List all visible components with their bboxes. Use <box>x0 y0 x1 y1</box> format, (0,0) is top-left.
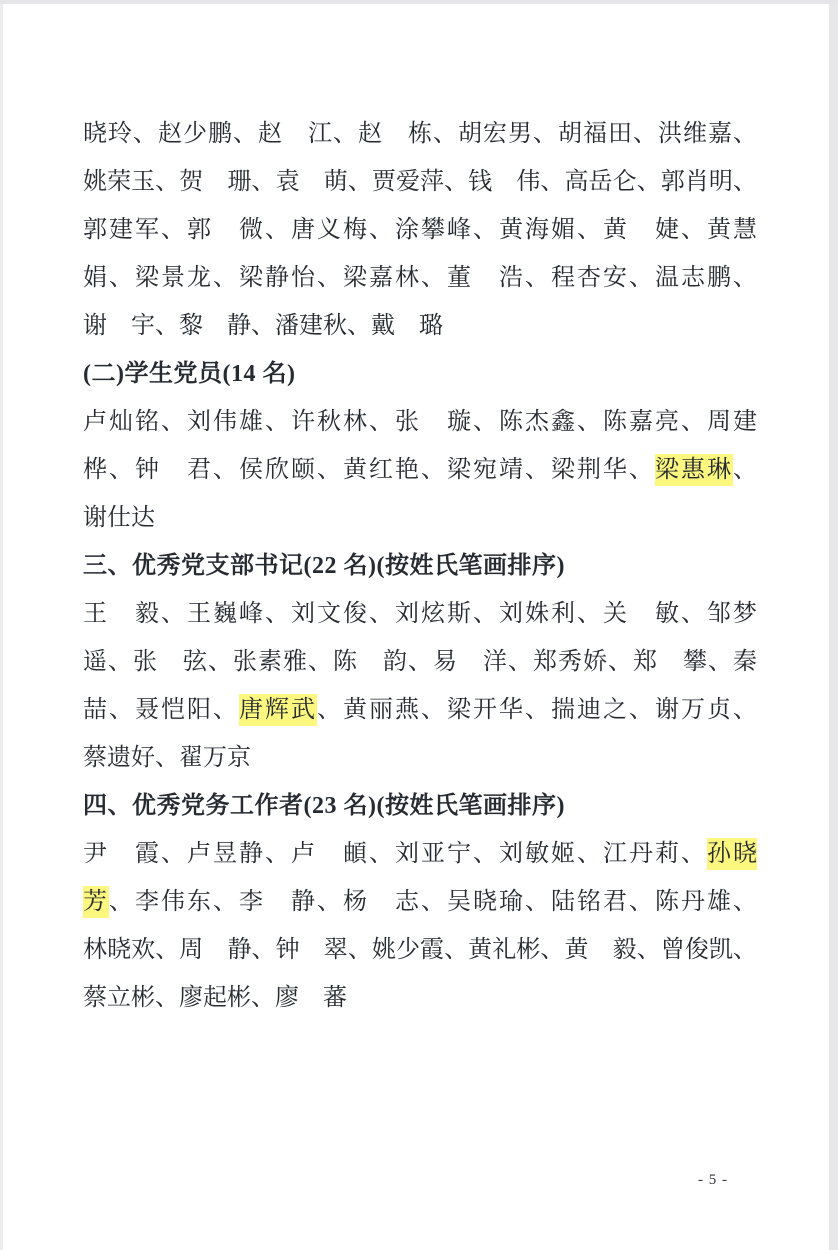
name-list-line <box>83 686 757 734</box>
highlighted-name: 孙晓 <box>707 838 757 870</box>
text-run: 晓玲、赵少鹏、赵 江、赵 栋、胡宏男、胡福田、洪维嘉、 <box>83 121 757 147</box>
section-heading <box>83 782 757 830</box>
text-run: 遥、张 弦、张素雅、陈 韵、易 洋、郑秀娇、郑 攀、秦 <box>83 649 757 675</box>
text-run: 桦、钟 君、侯欣颐、黄红艳、梁宛靖、梁荆华、 <box>83 457 655 483</box>
name-list-line <box>83 206 757 254</box>
name-list-line <box>83 494 757 542</box>
text-run: 谢 宇、黎 静、潘建秋、戴 璐 <box>83 313 443 339</box>
name-list-line <box>83 446 757 494</box>
name-list-line <box>83 638 757 686</box>
text-run: 谢仕达 <box>83 505 155 531</box>
name-list-line <box>83 734 757 782</box>
text-run: 王 毅、王巍峰、刘文俊、刘炫斯、刘姝利、关 敏、邹梦 <box>83 601 757 627</box>
name-list-line <box>83 974 757 1022</box>
text-run: 蔡遗好、翟万京 <box>83 745 251 771</box>
name-list-line <box>83 398 757 446</box>
name-list-line <box>83 254 757 302</box>
highlighted-name: 唐辉武 <box>239 694 317 726</box>
text-run: 姚荣玉、贺 珊、袁 萌、贾爱萍、钱 伟、高岳仑、郭肖明、 <box>83 169 757 195</box>
page-number: - 5 - <box>698 1172 728 1188</box>
text-run: 、黄丽燕、梁开华、揣迪之、谢万贞、 <box>317 697 757 723</box>
text-run: 娟、梁景龙、梁静怡、梁嘉林、董 浩、程杏安、温志鹏、 <box>83 265 757 291</box>
section-heading <box>83 350 757 398</box>
name-list-line <box>83 926 757 974</box>
section-heading <box>83 542 757 590</box>
scrollbar-track[interactable] <box>828 4 838 1250</box>
text-run: (二)学生党员(14 名) <box>83 361 296 387</box>
highlighted-name: 梁惠琳 <box>655 454 733 486</box>
name-list-line <box>83 878 757 926</box>
text-run: 尹 霞、卢昱静、卢 頔、刘亚宁、刘敏姬、江丹莉、 <box>83 841 707 867</box>
text-run: 、李伟东、李 静、杨 志、吴晓瑜、陆铭君、陈丹雄、 <box>109 889 757 915</box>
text-run: 蔡立彬、廖起彬、廖 蕃 <box>83 985 347 1011</box>
name-list-line <box>83 590 757 638</box>
highlighted-name: 芳 <box>83 886 109 918</box>
text-run: 卢灿铭、刘伟雄、许秋林、张 璇、陈杰鑫、陈嘉亮、周建 <box>83 409 757 435</box>
text-run: 喆、聂恺阳、 <box>83 697 239 723</box>
text-run: 林晓欢、周 静、钟 翠、姚少霞、黄礼彬、黄 毅、曾俊凯、 <box>83 937 757 963</box>
document-body <box>83 110 757 1022</box>
name-list-line <box>83 110 757 158</box>
text-run: 、 <box>733 457 757 483</box>
name-list-line <box>83 158 757 206</box>
document-page <box>3 4 829 1250</box>
name-list-line <box>83 302 757 350</box>
text-run: 四、优秀党务工作者(23 名)(按姓氏笔画排序) <box>83 793 565 819</box>
text-run: 郭建军、郭 微、唐义梅、涂攀峰、黄海媚、黄 婕、黄慧 <box>83 217 757 243</box>
name-list-line <box>83 830 757 878</box>
text-run: 三、优秀党支部书记(22 名)(按姓氏笔画排序) <box>83 553 565 579</box>
